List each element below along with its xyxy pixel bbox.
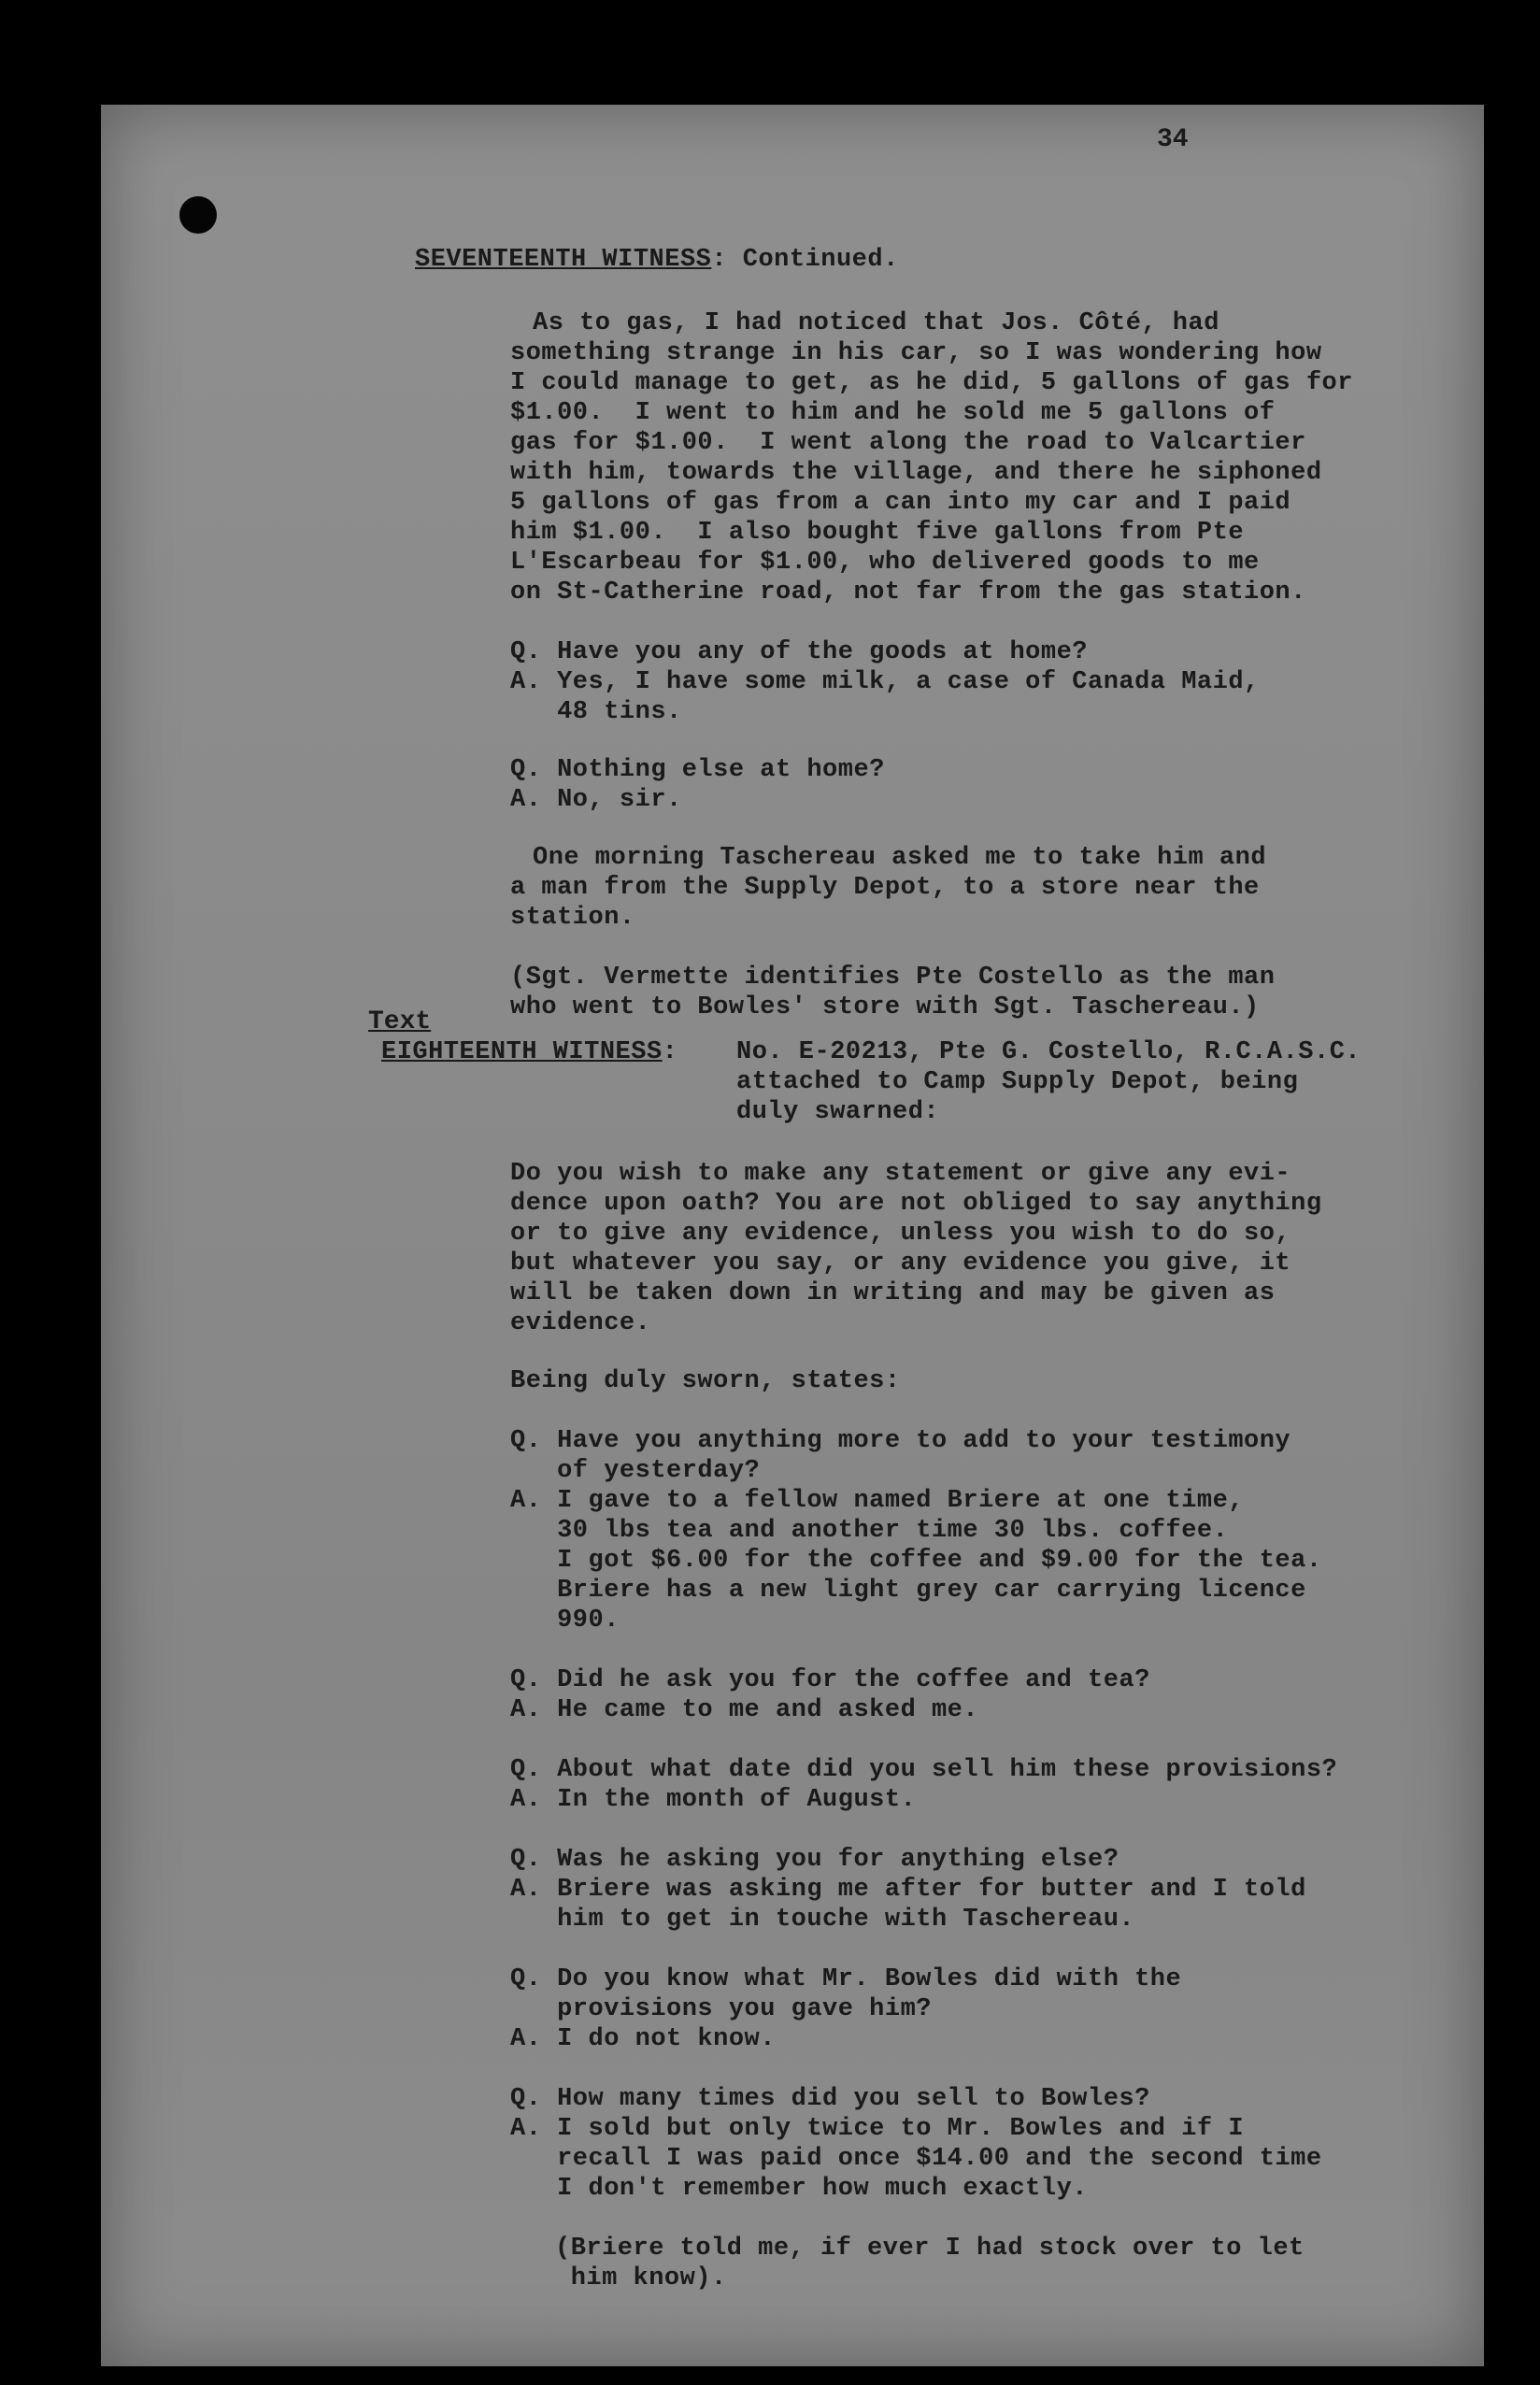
question-line: Q. Nothing else at home? bbox=[510, 756, 885, 784]
text-line: a man from the Supply Depot, to a store near the bbox=[510, 874, 1260, 902]
text-line: him know). bbox=[555, 2264, 727, 2292]
question-line: Q. Have you anything more to add to your testimony bbox=[510, 1427, 1291, 1455]
question-line: Q. How many times did you sell to Bowles? bbox=[510, 2085, 1150, 2113]
text-line: on St-Catherine road, not far from the gas station. bbox=[510, 578, 1306, 607]
answer-line: A. Yes, I have some milk, a case of Canada Maid, bbox=[510, 668, 1260, 696]
answer-line: 30 lbs tea and another time 30 lbs. coffee. bbox=[510, 1517, 1229, 1545]
answer-line: A. In the month of August. bbox=[510, 1786, 917, 1814]
heading-seventeenth-witness bbox=[415, 245, 899, 275]
question-line: Q. Did he ask you for the coffee and tea? bbox=[510, 1666, 1150, 1694]
answer-line: A. No, sir. bbox=[510, 786, 682, 814]
heading-17-label: SEVENTEENTH WITNESS bbox=[415, 246, 712, 274]
question-line: provisions you gave him? bbox=[510, 1995, 932, 2023]
text-line: but whatever you say, or any evidence you give, it bbox=[510, 1250, 1291, 1278]
question-line: Q. Have you any of the goods at home? bbox=[510, 638, 1088, 666]
margin-note: Text bbox=[368, 1007, 432, 1036]
text-line: will be taken down in writing and may be given as bbox=[510, 1279, 1276, 1307]
question-line: Q. About what date did you sell him these provisions? bbox=[510, 1756, 1338, 1784]
text-line: One morning Taschereau asked me to take him and bbox=[533, 844, 1267, 872]
text-line: As to gas, I had noticed that Jos. Côté, had bbox=[533, 309, 1219, 337]
text-line: station. bbox=[510, 904, 635, 932]
question-line: of yesterday? bbox=[510, 1457, 761, 1485]
punch-hole bbox=[179, 196, 217, 234]
text-line: I could manage to get, as he did, 5 gallons of gas for bbox=[510, 369, 1353, 397]
text-line: something strange in his car, so I was wondering how bbox=[510, 339, 1322, 367]
text-line: dence upon oath? You are not obliged to say anything bbox=[510, 1190, 1322, 1218]
text-line: duly swarned: bbox=[736, 1098, 940, 1126]
text-line: 5 gallons of gas from a can into my car and I paid bbox=[510, 489, 1291, 517]
question-line: Q. Was he asking you for anything else? bbox=[510, 1846, 1119, 1874]
heading-eighteenth-witness bbox=[381, 1037, 677, 1067]
text-line: (Briere told me, if ever I had stock over to let bbox=[555, 2235, 1305, 2263]
text-line: gas for $1.00. I went along the road to Valcartier bbox=[510, 429, 1306, 457]
answer-line: recall I was paid once $14.00 and the second time bbox=[510, 2145, 1322, 2173]
text-line: who went to Bowles' store with Sgt. Taschereau.) bbox=[510, 993, 1260, 1021]
text-line: evidence. bbox=[510, 1309, 651, 1337]
heading-18-suffix: : bbox=[662, 1038, 678, 1066]
answer-line: 990. bbox=[510, 1607, 620, 1635]
answer-line: A. I sold but only twice to Mr. Bowles and if I bbox=[510, 2115, 1245, 2143]
answer-line: A. I gave to a fellow named Briere at one time, bbox=[510, 1487, 1245, 1515]
heading-18-label: EIGHTEENTH WITNESS bbox=[381, 1038, 663, 1066]
answer-line: 48 tins. bbox=[510, 698, 682, 726]
text-line: L'Escarbeau for $1.00, who delivered goods to me bbox=[510, 549, 1260, 577]
page-number: 34 bbox=[1157, 125, 1189, 154]
text-line: (Sgt. Vermette identifies Pte Costello as the man bbox=[510, 964, 1276, 992]
text-line: him $1.00. I also bought five gallons from Pte bbox=[510, 519, 1245, 547]
answer-line: A. He came to me and asked me. bbox=[510, 1696, 979, 1724]
answer-line: I got $6.00 for the coffee and $9.00 for the tea. bbox=[510, 1547, 1322, 1575]
text-line: with him, towards the village, and there he siphoned bbox=[510, 459, 1322, 487]
text-line: Do you wish to make any statement or give any evi- bbox=[510, 1160, 1291, 1188]
text-line: attached to Camp Supply Depot, being bbox=[736, 1068, 1299, 1096]
answer-line: I don't remember how much exactly. bbox=[510, 2175, 1088, 2203]
question-line: Q. Do you know what Mr. Bowles did with the bbox=[510, 1965, 1182, 1993]
answer-line: Briere has a new light grey car carrying licence bbox=[510, 1577, 1306, 1605]
heading-17-suffix: : Continued. bbox=[711, 246, 899, 274]
text-line: No. E-20213, Pte G. Costello, R.C.A.S.C. bbox=[736, 1038, 1362, 1066]
answer-line: him to get in touche with Taschereau. bbox=[510, 1906, 1135, 1934]
document-page bbox=[101, 105, 1484, 2366]
sworn-statement: Being duly sworn, states: bbox=[510, 1367, 901, 1395]
answer-line: A. I do not know. bbox=[510, 2025, 776, 2053]
text-line: or to give any evidence, unless you wish to do so, bbox=[510, 1220, 1291, 1248]
answer-line: A. Briere was asking me after for butter and I told bbox=[510, 1876, 1306, 1904]
text-line: $1.00. I went to him and he sold me 5 gallons of bbox=[510, 399, 1276, 427]
